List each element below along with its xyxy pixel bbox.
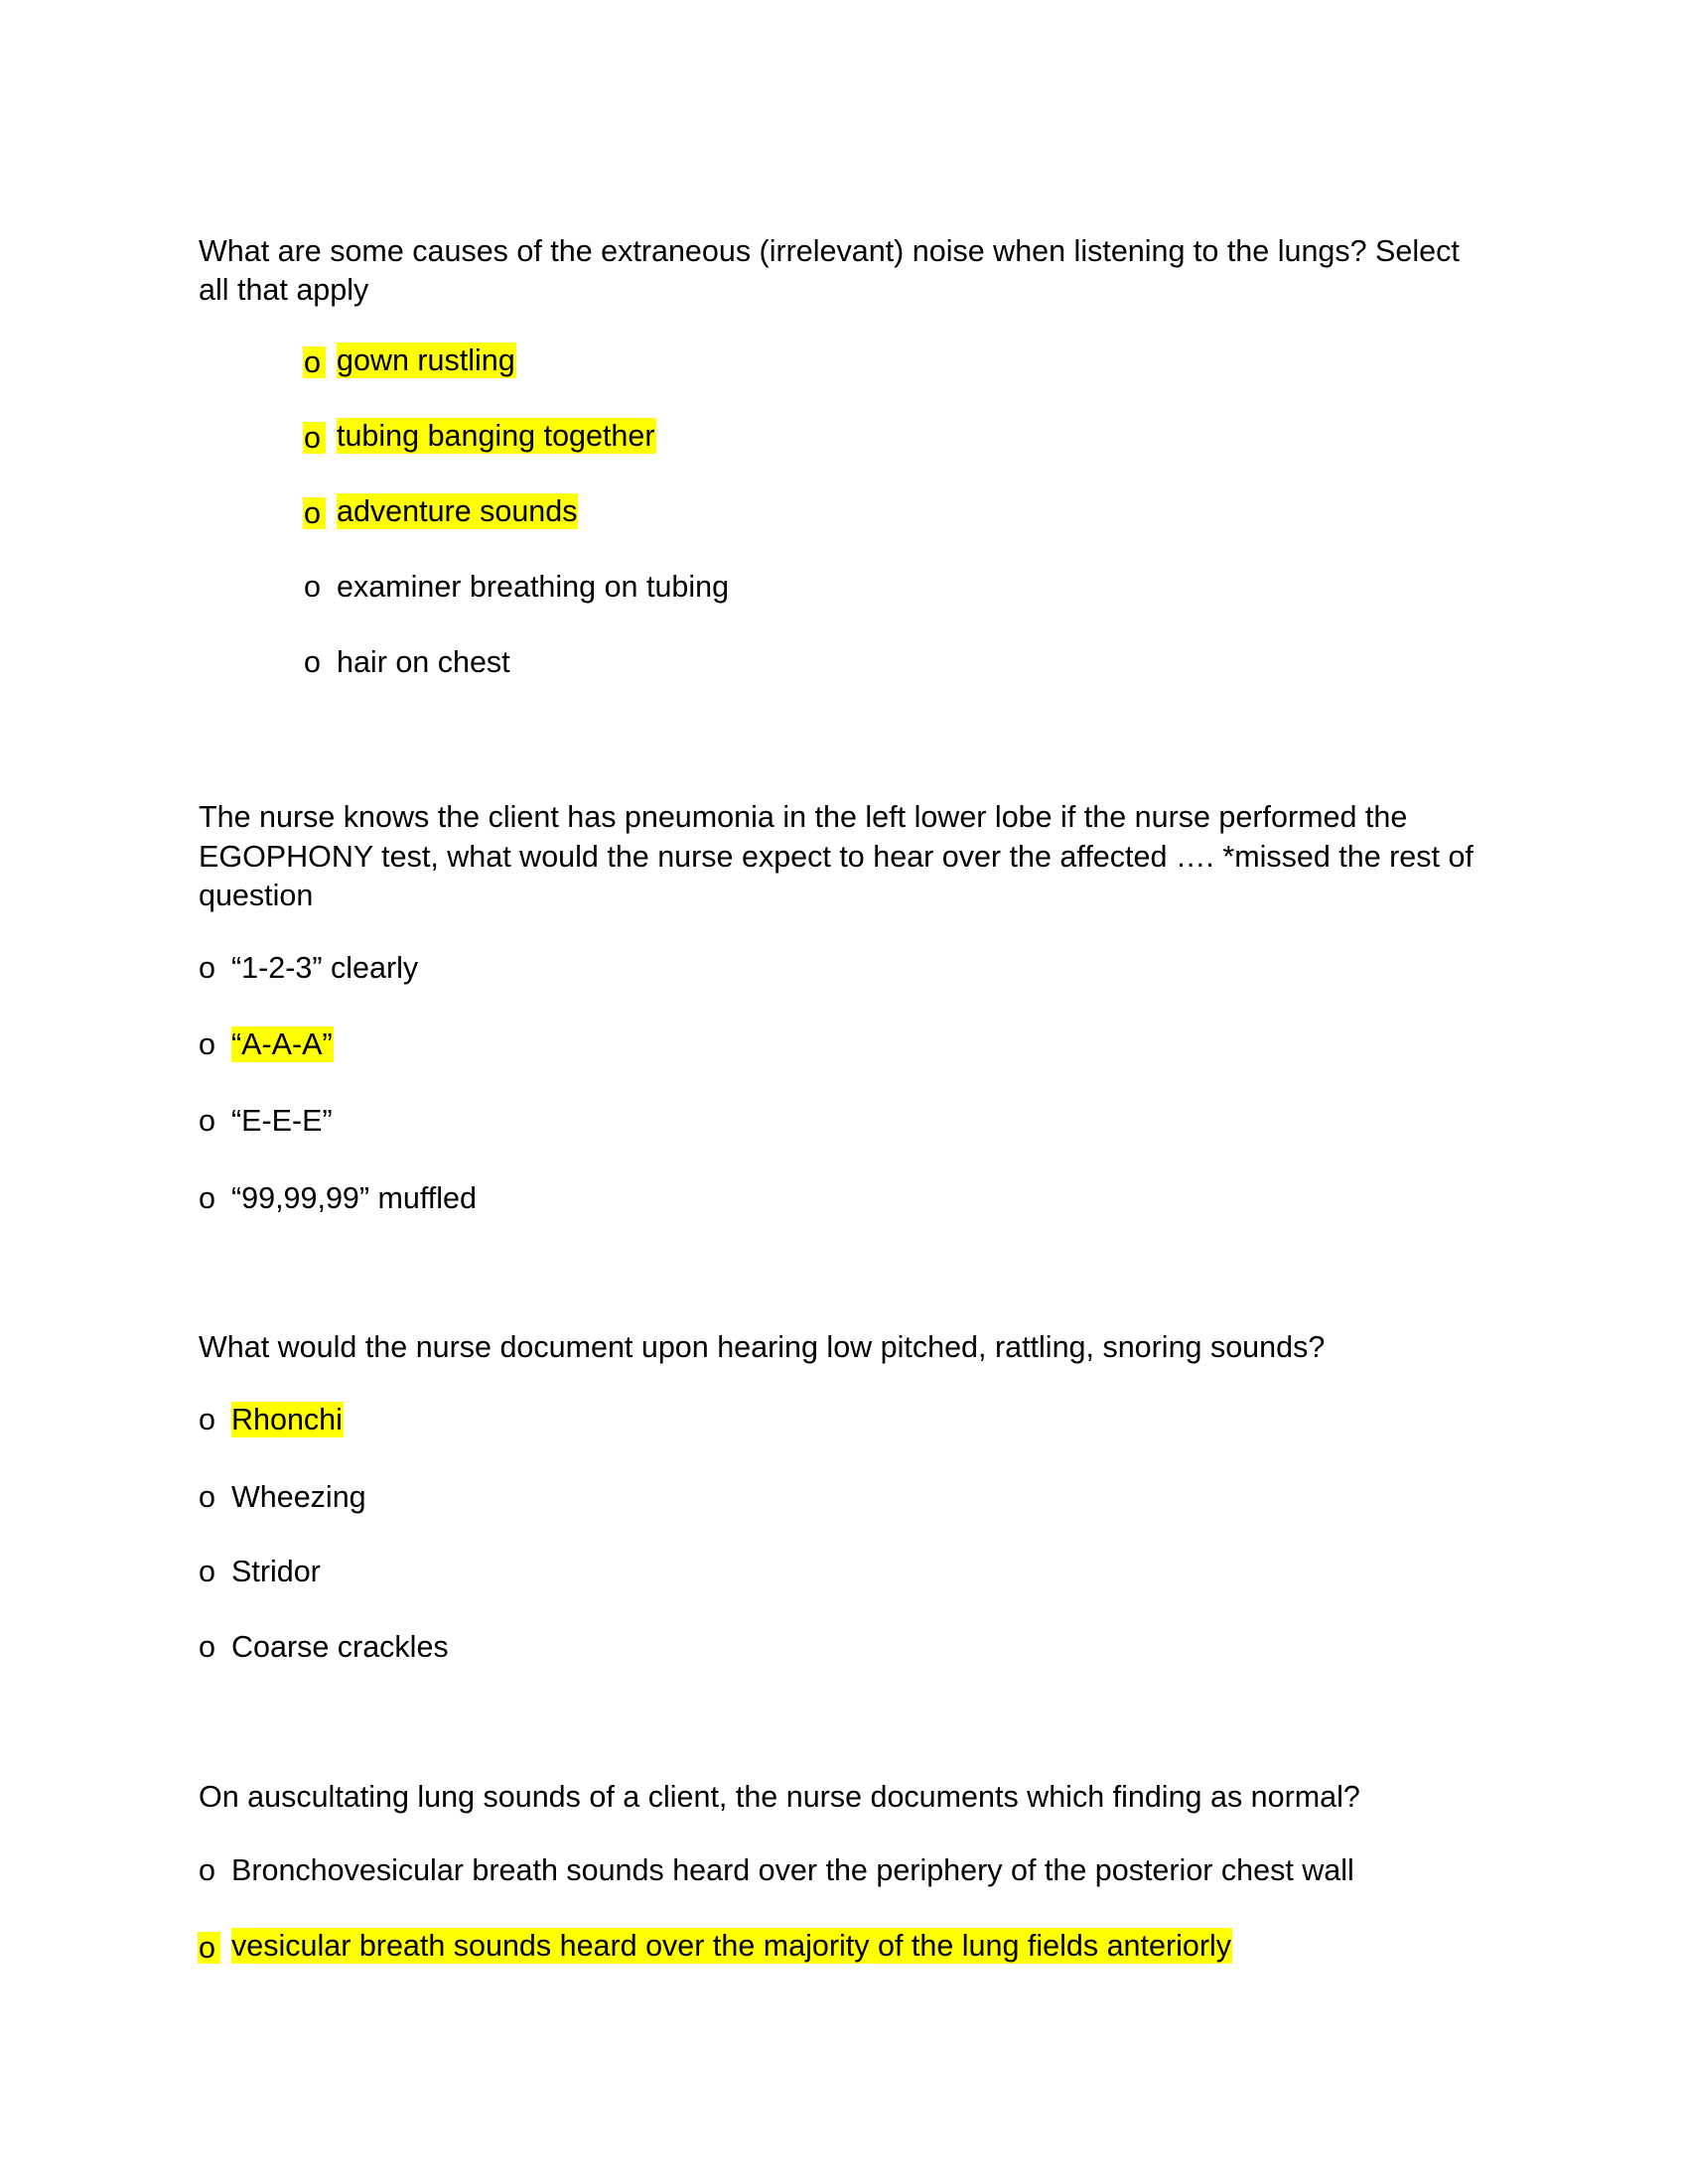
question-1-text-line-2: all that apply: [199, 273, 369, 307]
option-label: Bronchovesicular breath sounds heard over the periphery of the posterior chest wall: [231, 1853, 1354, 1887]
question-1-option-1: [304, 342, 515, 379]
question-4-text: On auscultating lung sounds of a client, the nurse documents which finding as normal?: [199, 1780, 1360, 1814]
question-1-option-2: [304, 418, 655, 455]
option-label: gown rustling: [337, 343, 515, 377]
question-2-option-2: [199, 1026, 333, 1062]
option-label: “A-A-A”: [231, 1027, 333, 1061]
option-label: “E-E-E”: [231, 1104, 333, 1138]
bullet-icon: o: [199, 1181, 215, 1215]
question-4-option-1: [199, 1852, 1354, 1888]
bullet-icon: o: [199, 1480, 215, 1514]
bullet-icon: o: [199, 1403, 215, 1436]
question-3-option-4: [199, 1629, 449, 1665]
question-2-text-line-2: EGOPHONY test, what would the nurse expect to hear over the affected …. *missed the rest of: [199, 840, 1474, 874]
option-label: vesicular breath sounds heard over the majority of the lung fields anteriorly: [231, 1929, 1232, 1963]
question-3-option-1: [199, 1402, 343, 1437]
question-2-option-1: [199, 950, 419, 986]
question-3-option-3: [199, 1554, 321, 1589]
question-1-option-3: [304, 493, 578, 530]
option-label: “1-2-3” clearly: [231, 951, 419, 985]
option-label: Wheezing: [231, 1480, 366, 1514]
option-label: examiner breathing on tubing: [337, 570, 730, 604]
question-2-text-line-3: question: [199, 879, 314, 912]
bullet-icon: o: [303, 422, 326, 454]
option-label: hair on chest: [337, 645, 510, 679]
question-4-option-2: [199, 1928, 1232, 1965]
question-3-text: What would the nurse document upon hearing low pitched, rattling, snoring sounds?: [199, 1330, 1326, 1364]
option-label: Coarse crackles: [231, 1630, 449, 1664]
bullet-icon: o: [199, 1853, 215, 1887]
bullet-icon: o: [199, 951, 215, 985]
question-1-text-line-1: What are some causes of the extraneous (irrelevant) noise when listening to the lungs? Select: [199, 234, 1460, 268]
option-label: tubing banging together: [337, 419, 655, 453]
question-3-option-2: [199, 1479, 366, 1515]
option-label: “99,99,99” muffled: [231, 1181, 477, 1215]
bullet-icon: o: [303, 497, 326, 529]
bullet-icon: o: [198, 1932, 220, 1964]
question-2-option-4: [199, 1180, 477, 1216]
bullet-icon: o: [303, 346, 326, 378]
question-1-option-4: [304, 569, 730, 605]
option-label: Rhonchi: [231, 1403, 343, 1436]
bullet-icon: o: [304, 570, 321, 604]
question-1-option-5: [304, 644, 510, 680]
bullet-icon: o: [199, 1104, 215, 1138]
bullet-icon: o: [199, 1027, 215, 1061]
question-2-text-line-1: The nurse knows the client has pneumonia in the left lower lobe if the nurse performed the: [199, 800, 1408, 834]
question-2-option-3: [199, 1103, 333, 1139]
bullet-icon: o: [304, 645, 321, 679]
option-label: adventure sounds: [337, 494, 578, 528]
bullet-icon: o: [199, 1630, 215, 1664]
option-label: Stridor: [231, 1555, 321, 1588]
bullet-icon: o: [199, 1555, 215, 1588]
